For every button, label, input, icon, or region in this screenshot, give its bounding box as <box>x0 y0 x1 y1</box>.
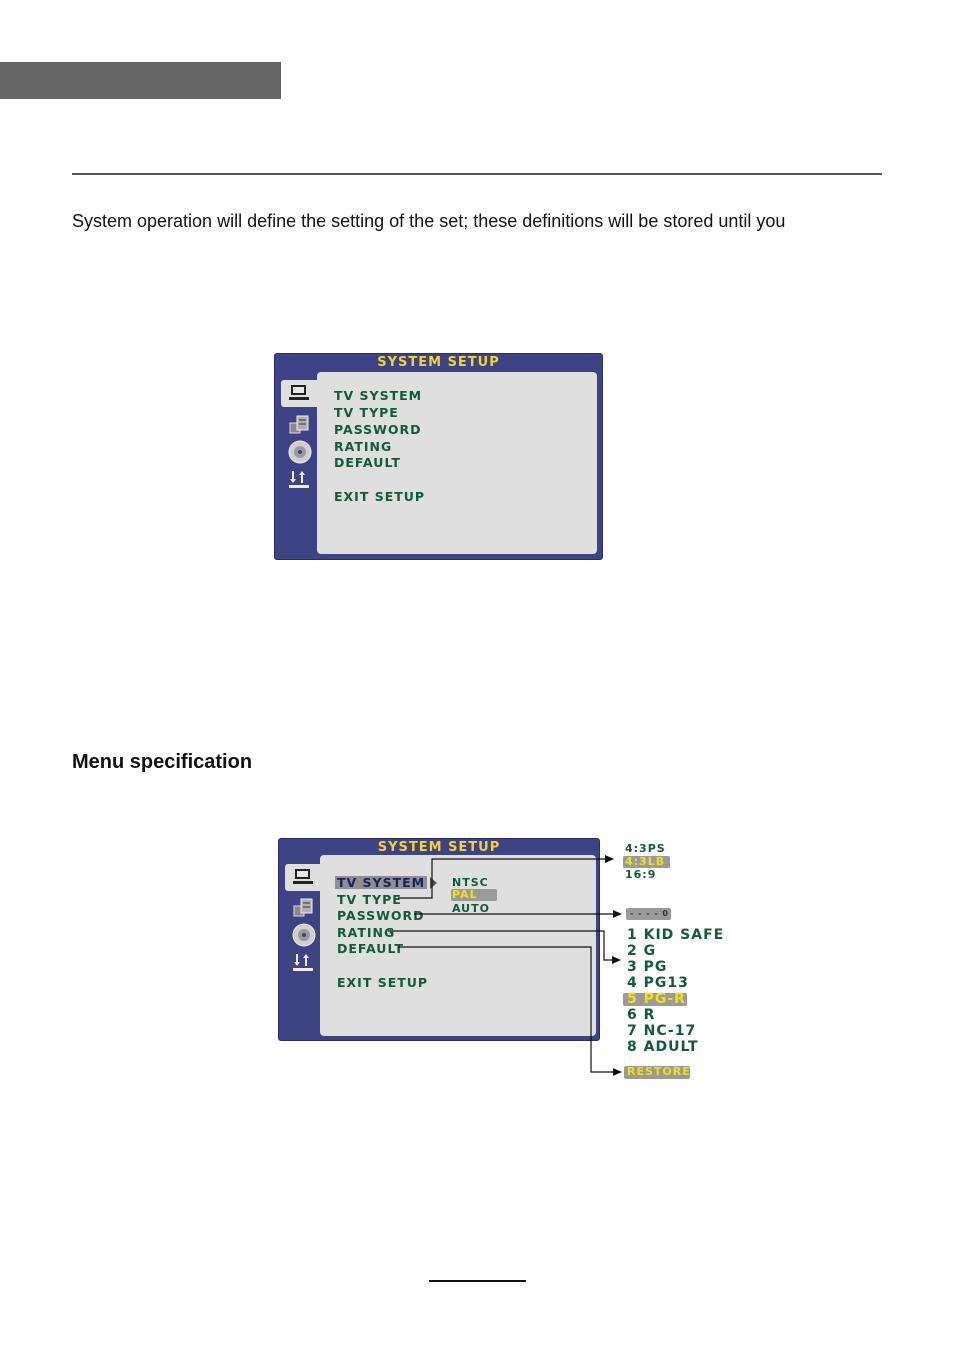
osd-title: SYSTEM SETUP <box>377 355 500 370</box>
tv-type-option-4-3lb[interactable]: 4:3LB <box>625 855 666 868</box>
menu-item-password[interactable]: PASSWORD <box>337 908 425 923</box>
menu-item-tv-type[interactable]: TV TYPE <box>337 892 402 907</box>
tv-system-option-auto[interactable]: AUTO <box>452 902 490 915</box>
password-value: - - - - 0 <box>630 909 669 918</box>
osd-title: SYSTEM SETUP <box>377 840 501 855</box>
tv-system-option-ntsc[interactable]: NTSC <box>452 876 489 889</box>
rating-option-6[interactable]: 6 R <box>627 1007 656 1023</box>
tv-type-option-16-9[interactable]: 16:9 <box>625 868 657 881</box>
rating-option-1[interactable]: 1 KID SAFE <box>627 927 725 943</box>
menu-item-rating[interactable]: RATING <box>337 925 396 940</box>
intro-paragraph: System operation will define the setting of the set; these definitions will be stored until you <box>72 211 786 231</box>
menu-item-exit-setup[interactable]: EXIT SETUP <box>334 489 426 504</box>
tv-system-option-pal[interactable]: PAL <box>452 888 478 901</box>
tv-type-option-4-3ps[interactable]: 4:3PS <box>625 842 666 855</box>
default-option-restore[interactable]: RESTORE <box>627 1065 691 1078</box>
footer-line <box>429 1280 526 1282</box>
rating-option-2[interactable]: 2 G <box>627 943 657 959</box>
rating-option-7[interactable]: 7 NC-17 <box>627 1023 697 1039</box>
menu-item-rating[interactable]: RATING <box>334 439 393 454</box>
menu-item-default[interactable]: DEFAULT <box>337 941 404 956</box>
rating-option-8[interactable]: 8 ADULT <box>627 1039 699 1055</box>
section-title: Menu specification <box>72 751 253 773</box>
menu-item-tv-system[interactable]: TV SYSTEM <box>337 875 426 890</box>
menu-item-exit-setup[interactable]: EXIT SETUP <box>337 975 429 990</box>
menu-item-password[interactable]: PASSWORD <box>334 422 422 437</box>
menu-item-tv-type[interactable]: TV TYPE <box>334 405 399 420</box>
rating-option-3[interactable]: 3 PG <box>627 959 668 975</box>
rating-option-5[interactable]: 5 PG-R <box>627 991 686 1007</box>
menu-item-default[interactable]: DEFAULT <box>334 455 401 470</box>
menu-item-tv-system[interactable]: TV SYSTEM <box>334 388 423 403</box>
rating-option-4[interactable]: 4 PG13 <box>627 975 689 991</box>
